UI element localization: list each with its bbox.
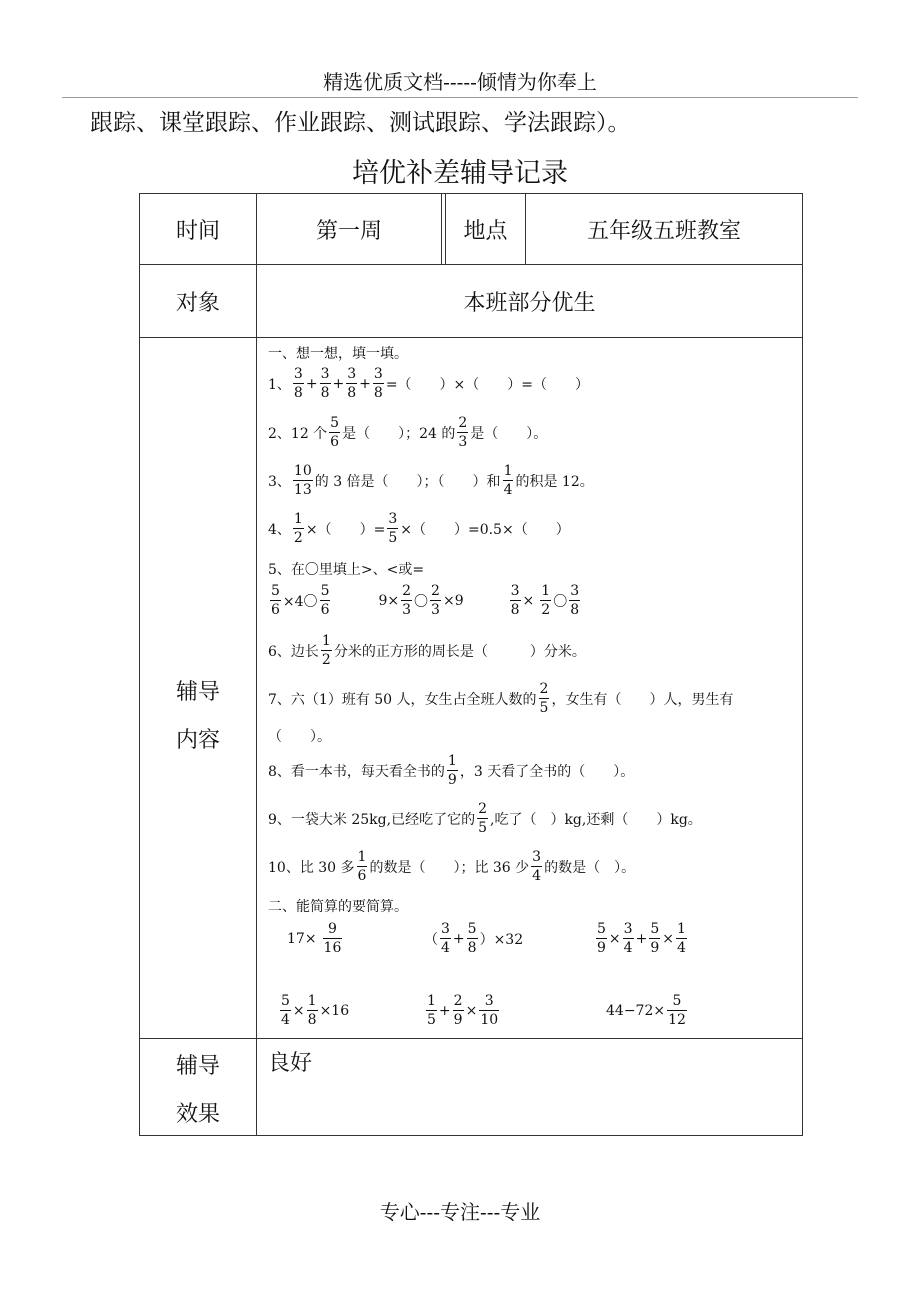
- fraction: $\frac{5}{6}$: [271, 583, 280, 618]
- time-label: 时间: [175, 218, 220, 244]
- effect-label-1: 辅导: [175, 1053, 220, 1079]
- content-label-2: 内容: [175, 727, 220, 753]
- place-value: 五年级五班教室: [586, 218, 741, 244]
- calc-3: $\frac{5}{9}$ × $\frac{3}{4}$ + $\frac{5}{9}$ × $\frac{1}{4}$: [597, 921, 686, 956]
- fraction: 3 4: [441, 921, 450, 956]
- calc-6: 44−72× $\frac{5}{12}$: [606, 993, 686, 1028]
- fraction: 1 2: [321, 633, 331, 668]
- fraction: $\frac{9}{16}$: [323, 921, 342, 956]
- fraction: 2 5: [478, 801, 487, 836]
- fraction: $\frac{3}{8}$: [510, 583, 520, 618]
- calc-1: 17× $\frac{9}{16}$: [287, 921, 342, 956]
- fraction: 2 3: [458, 415, 468, 450]
- question-3: 3、 10 13 的 3 倍是（ ）；（ ）和 1 4 的积是 12。: [268, 463, 594, 498]
- section1-heading: 一、想一想，填一填。: [268, 346, 408, 362]
- effect-value: 良好: [268, 1051, 313, 1076]
- fraction: 10 13: [293, 463, 312, 498]
- fraction: $\frac{5}{9}$: [650, 921, 660, 956]
- fraction: $\frac{5}{12}$: [668, 993, 686, 1028]
- fraction: $\frac{3}{10}$: [480, 993, 499, 1028]
- fraction: 3 4: [532, 849, 542, 884]
- fraction: $\frac{3}{8}$: [347, 366, 357, 401]
- fraction: $\frac{1}{4}$: [676, 921, 686, 956]
- question-4: 4、 $\frac{1}{2}$ ×（ ）= $\frac{3}{5}$ ×（ ）=0.5×（ ）: [268, 511, 570, 546]
- fraction: $\frac{3}{4}$: [623, 921, 633, 956]
- fraction: 5 6: [320, 583, 330, 618]
- time-value: 第一周: [315, 218, 382, 244]
- fraction: $\frac{3}{8}$: [320, 366, 330, 401]
- continuation-text: 跟踪、课堂跟踪、作业跟踪、测试跟踪、学法跟踪）。: [90, 110, 631, 136]
- fraction: 3 8: [570, 583, 580, 618]
- fraction: 3 8: [293, 366, 303, 401]
- fraction: $\frac{2}{3}$: [402, 583, 412, 618]
- page-header: 精选优质文档-----倾情为你奉上: [323, 70, 597, 94]
- question-8: 8、看一本书，每天看全书的 1 9 ，3 天看了全书的（ ）。: [268, 753, 635, 788]
- fraction: 2 5: [539, 681, 549, 716]
- fraction: $\frac{2}{9}$: [453, 993, 463, 1028]
- fraction: $\frac{5}{4}$: [281, 993, 290, 1028]
- fraction: 1 5: [427, 993, 436, 1028]
- question-7-continued: （ ）。: [268, 729, 331, 745]
- calc-5: 1 5 + $\frac{2}{9}$ × $\frac{3}{10}$: [427, 993, 499, 1028]
- fraction: 1 6: [357, 849, 367, 884]
- fraction: $\frac{3}{8}$: [373, 366, 383, 401]
- question-9: 9、一袋大米 25kg,已经吃了它的 2 5 ,吃了（ ）kg,还剩（ ）kg。: [268, 801, 702, 836]
- effect-label-2: 效果: [175, 1101, 220, 1127]
- header-rule: [62, 97, 858, 98]
- fraction: 1 4: [503, 463, 513, 498]
- place-label: 地点: [463, 218, 508, 244]
- question-6: 6、边长 1 2 分米的正方形的周长是（ ）分米。: [268, 633, 586, 668]
- fraction: 1 9: [447, 753, 457, 788]
- fraction: $\frac{1}{2}$: [293, 511, 303, 546]
- question-1: 1、 3 8 + $\frac{3}{8}$ + $\frac{3}{8}$ + $\frac{3}{8}$ =（ ）×（ ）=（ ）: [268, 366, 590, 401]
- fraction: $\frac{1}{2}$: [541, 583, 551, 618]
- page-footer: 专心---专注---专业: [379, 1200, 541, 1224]
- content-label-1: 辅导: [175, 679, 220, 705]
- fraction: $\frac{5}{8}$: [467, 921, 477, 956]
- question-5-items: $\frac{5}{6}$ ×4〇 5 6 9× $\frac{2}{3}$ 〇 $\frac{2}{3}$ ×9 $\frac{3}{8}$ × $\frac{1}{2}$ 〇 3 8: [271, 583, 580, 618]
- question-2: 2、12 个 5 6 是（ ）；24 的 2 3 是（ ）。: [268, 415, 548, 450]
- section2-heading: 二、能简算的要简算。: [268, 899, 408, 915]
- question-7: 7、六（1）班有 50 人，女生占全班人数的 2 5 ，女生有（ ）人，男生有: [268, 681, 734, 716]
- question-10: 10、比 30 多 1 6 的数是（ ）；比 36 少 3 4 的数是（ ）。: [268, 849, 636, 884]
- calc-2: （ 3 4 + $\frac{5}{8}$ ）×32: [424, 921, 524, 956]
- question-5: 5、在〇里填上>、<或=: [268, 562, 425, 578]
- page-title: 培优补差辅导记录: [352, 158, 568, 189]
- fraction: $\frac{5}{9}$: [597, 921, 606, 956]
- target-label: 对象: [175, 290, 220, 316]
- target-value: 本班部分优生: [463, 290, 596, 316]
- calc-4: $\frac{5}{4}$ × $\frac{1}{8}$ ×16: [281, 993, 350, 1028]
- fraction: 5 6: [330, 415, 340, 450]
- fraction: $\frac{1}{8}$: [307, 993, 317, 1028]
- fraction: $\frac{2}{3}$: [431, 583, 440, 618]
- fraction: $\frac{3}{5}$: [388, 511, 398, 546]
